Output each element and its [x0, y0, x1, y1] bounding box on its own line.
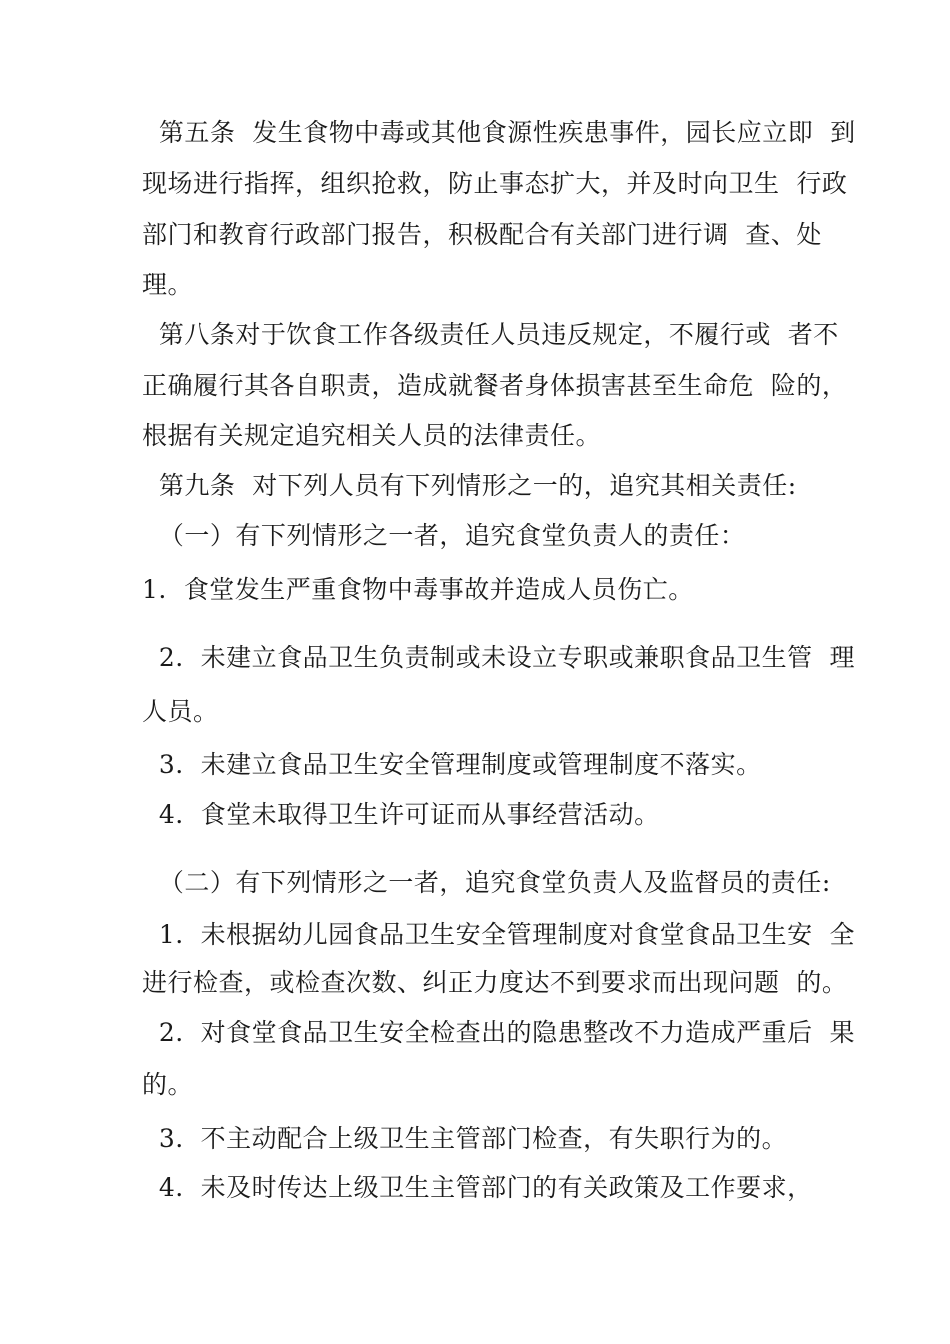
text-line: 3. 不主动配合上级卫生主管部门检查，有失职行为的。: [142, 1124, 788, 1153]
text-line: 4. 未及时传达上级卫生主管部门的有关政策及工作要求，: [142, 1173, 813, 1202]
text-line: 根据有关规定追究相关人员的法律责任。: [142, 421, 602, 450]
text-line: 进行检查，或检查次数、纠正力度达不到要求而出现问题 的。: [142, 968, 848, 997]
text-line: （一）有下列情形之一者，追究食堂负责人的责任：: [142, 521, 746, 550]
text-line: 4. 食堂未取得卫生许可证而从事经营活动。: [142, 800, 660, 829]
text-line: 2. 对食堂食品卫生安全检查出的隐患整改不力造成严重后 果: [142, 1018, 856, 1047]
text-line: 第五条 发生食物中毒或其他食源性疾患事件，园长应立即 到: [142, 118, 856, 147]
text-line: 3. 未建立食品卫生安全管理制度或管理制度不落实。: [142, 750, 762, 779]
text-line: 2. 未建立食品卫生负责制或未设立专职或兼职食品卫生管 理: [142, 643, 856, 672]
text-line: 现场进行指挥，组织抢救，防止事态扩大，并及时向卫生 行政: [142, 169, 848, 198]
text-line: 部门和教育行政部门报告，积极配合有关部门进行调 查、处: [142, 220, 822, 249]
text-line: 的。: [142, 1070, 194, 1099]
text-line: 理。: [142, 270, 194, 299]
text-line: 第九条 对下列人员有下列情形之一的，追究其相关责任:: [142, 471, 797, 500]
text-line: 正确履行其各自职责，造成就餐者身体损害甚至生命危 险的，: [142, 371, 848, 400]
text-line: 1. 食堂发生严重食物中毒事故并造成人员伤亡。: [142, 575, 694, 604]
text-line: 第八条对于饮食工作各级责任人员违反规定，不履行或 者不: [142, 320, 839, 349]
text-line: 人员。: [142, 697, 219, 726]
text-line: （二）有下列情形之一者，追究食堂负责人及监督员的责任:: [142, 868, 831, 897]
text-line: 1. 未根据幼儿园食品卫生安全管理制度对食堂食品卫生安 全: [142, 920, 856, 949]
